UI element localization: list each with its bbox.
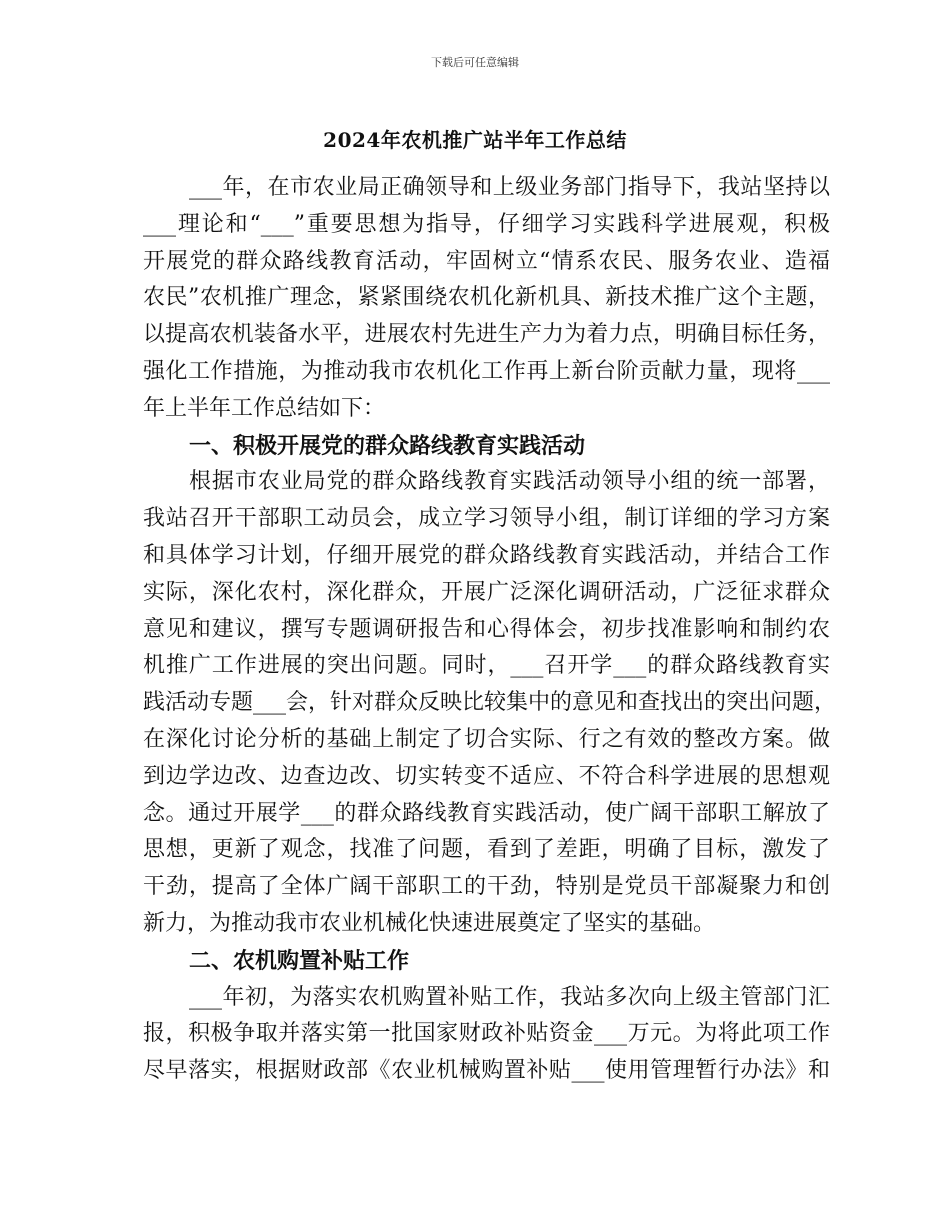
paragraph-line: 尽早落实，根据财政部《农业机械购置补贴___使用管理暂行办法》和	[143, 1058, 830, 1084]
paragraph-line: ___年，在市农业局正确领导和上级业务部门指导下，我站坚持以	[189, 175, 830, 200]
paragraph-line: 年上半年工作总结如下：	[143, 395, 386, 421]
document-title: 2024年农机推广站半年工作总结	[323, 128, 627, 152]
header-note: 下载后可任意编辑	[431, 56, 519, 69]
paragraph-line: 我站召开干部职工动员会，成立学习领导小组，制订详细的学习方案	[143, 506, 830, 532]
paragraph-line: ___理论和“___”重要思想为指导，仔细学习实践科学进展观，积极	[143, 211, 830, 237]
paragraph-line: 在深化讨论分析的基础上制定了切合实际、行之有效的整改方案。做	[143, 726, 830, 752]
paragraph-line: 机推广工作进展的突出问题。同时，___召开学___的群众路线教育实	[143, 653, 830, 679]
paragraph-line: 开展党的群众路线教育活动，牢固树立“情系农民、服务农业、造福	[143, 248, 830, 274]
paragraph-line: 和具体学习计划，仔细开展党的群众路线教育实践活动，并结合工作	[143, 542, 830, 568]
paragraph-line: 实际，深化农村，深化群众，开展广泛深化调研活动，广泛征求群众	[143, 579, 830, 605]
paragraph-line: 念。通过开展学___的群众路线教育实践活动，使广阔干部职工解放了	[143, 800, 830, 826]
paragraph-line: 根据市农业局党的群众路线教育实践活动领导小组的统一部署，	[189, 469, 830, 495]
paragraph-line: 强化工作措施，为推动我市农机化工作再上新台阶贡献力量，现将___	[143, 358, 830, 384]
paragraph-line: 意见和建议，撰写专题调研报告和心得体会，初步找准影响和制约农	[143, 616, 830, 642]
paragraph-line: 农民”农机推广理念，紧紧围绕农机化新机具、新技术推广这个主题，	[143, 285, 830, 311]
paragraph-line: 新力，为推动我市农业机械化快速进展奠定了坚实的基础。	[143, 910, 716, 936]
section-heading: 一、积极开展党的群众路线教育实践活动	[189, 432, 586, 459]
paragraph-line: 思想，更新了观念，找准了问题，看到了差距，明确了目标，激发了	[143, 837, 830, 863]
document-body	[143, 170, 837, 1090]
paragraph-line: 到边学边改、边查边改、切实转变不适应、不符合科学进展的思想观	[143, 763, 830, 789]
paragraph-line: 践活动专题___会，针对群众反映比较集中的意见和查找出的突出问题，	[143, 690, 837, 716]
section-heading: 二、农机购置补贴工作	[189, 947, 410, 974]
paragraph-line: 干劲，提高了全体广阔干部职工的干劲，特别是党员干部凝聚力和创	[143, 874, 830, 900]
paragraph-line: 以提高农机装备水平，进展农村先进生产力为着力点，明确目标任务，	[143, 322, 830, 348]
paragraph-line: ___年初，为落实农机购置补贴工作，我站多次向上级主管部门汇	[189, 984, 830, 1010]
paragraph-line: 报，积极争取并落实第一批国家财政补贴资金___万元。为将此项工作	[143, 1021, 830, 1047]
